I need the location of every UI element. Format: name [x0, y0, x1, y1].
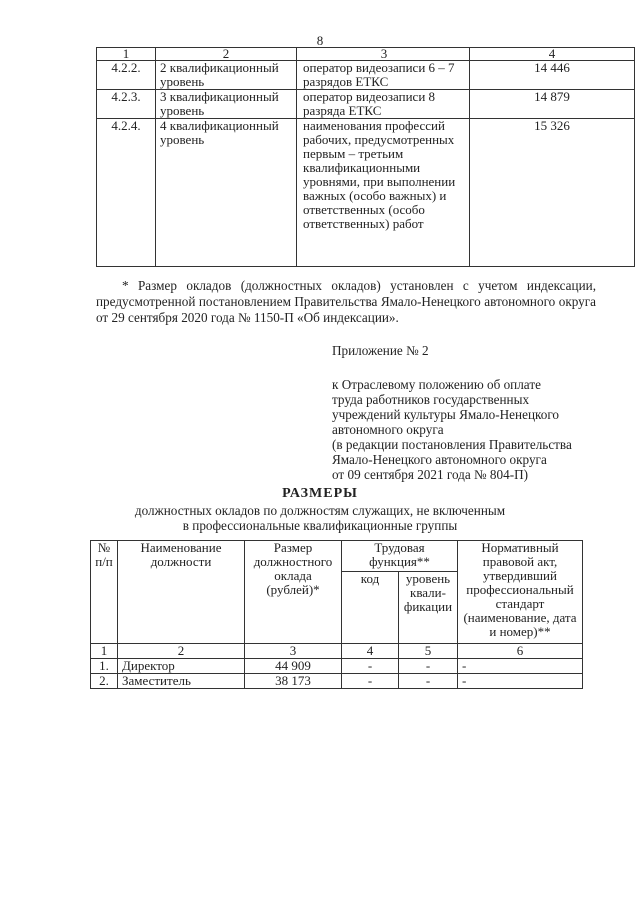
appendix-line: автономного округа — [332, 422, 444, 437]
row-number: 2. — [91, 674, 118, 689]
table-row — [91, 674, 583, 689]
header-legal-act: Нормативный правовой акт, утвердивший профессиональный стандарт (наименование, дата и номер)** — [458, 541, 583, 644]
salary-value: 14 446 — [470, 61, 635, 90]
profession-name: оператор видеозаписи 6 – 7 разрядов ЕТКС — [297, 61, 470, 90]
column-number: 3 — [297, 48, 470, 61]
appendix-line: от 09 сентября 2021 года № 804-П) — [332, 467, 529, 482]
column-number: 3 — [245, 644, 342, 659]
qualification-level: - — [399, 659, 458, 674]
appendix-line: Ямало-Ненецкого автономного округа — [332, 452, 547, 467]
column-number: 1 — [91, 644, 118, 659]
header-function: Трудовая функция** — [342, 541, 458, 572]
row-number: 4.2.4. — [97, 119, 156, 267]
salary-value: 38 173 — [245, 674, 342, 689]
header-salary: Размер должностного оклада (рублей)* — [245, 541, 342, 644]
qualification-level: 2 квалификационный уровень — [156, 61, 297, 90]
column-numbers-row — [91, 644, 583, 659]
salary-value: 44 909 — [245, 659, 342, 674]
position-name: Директор — [118, 659, 245, 674]
appendix-title: Приложение № 2 — [332, 343, 429, 358]
profession-name: наименования профессий рабочих, предусмотренных первым – третьим квалификационными уровнями, при выполнении важных (особо важных) и ответственных (особо ответственных) работ — [297, 119, 470, 267]
qualification-level: - — [399, 674, 458, 689]
header-position: Наименование должности — [118, 541, 245, 644]
subheading-line: в профессиональные квалификационные группы — [182, 518, 458, 533]
table-row — [91, 659, 583, 674]
legal-act: - — [458, 659, 583, 674]
header-code: код — [342, 572, 399, 644]
salary-value: 15 326 — [470, 119, 635, 267]
footnote-text: * Размер окладов (должностных окладов) установлен с учетом индексации, предусмотренной постановлением Правительства Ямало-Ненецкого автономного округа от 29 сентября 2020 года № 1150-П «Об индексации». — [96, 278, 596, 325]
table-row — [97, 90, 635, 119]
appendix-block — [332, 343, 572, 482]
column-number: 1 — [97, 48, 156, 61]
row-number: 4.2.3. — [97, 90, 156, 119]
row-number: 4.2.2. — [97, 61, 156, 90]
page-number: 8 — [316, 33, 324, 48]
qualification-level: 3 квалификационный уровень — [156, 90, 297, 119]
function-code: - — [342, 674, 399, 689]
salary-value: 14 879 — [470, 90, 635, 119]
header-level: уровень квали-фикации — [399, 572, 458, 644]
subheading-line: должностных окладов по должностям служащих, не включенным — [134, 503, 506, 518]
function-code: - — [342, 659, 399, 674]
column-number: 4 — [470, 48, 635, 61]
table-row — [97, 119, 635, 267]
appendix-line: учреждений культуры Ямало-Ненецкого — [332, 407, 560, 422]
document-subheading — [0, 503, 640, 533]
header-number: № п/п — [91, 541, 118, 644]
column-number: 2 — [156, 48, 297, 61]
column-number: 2 — [118, 644, 245, 659]
table-header-row — [91, 541, 583, 572]
column-number: 4 — [342, 644, 399, 659]
qualification-level: 4 квалификационный уровень — [156, 119, 297, 267]
position-name: Заместитель — [118, 674, 245, 689]
legal-act: - — [458, 674, 583, 689]
profession-name: оператор видеозаписи 8 разряда ЕТКС — [297, 90, 470, 119]
profession-salary-table — [96, 47, 635, 267]
row-number: 1. — [91, 659, 118, 674]
appendix-line: (в редакции постановления Правительства — [332, 437, 572, 452]
column-number: 6 — [458, 644, 583, 659]
table-row — [97, 61, 635, 90]
column-number: 5 — [399, 644, 458, 659]
appendix-line: к Отраслевому положению об оплате — [332, 377, 541, 392]
table-header-row — [97, 48, 635, 61]
footnote — [96, 278, 596, 326]
appendix-line: труда работников государственных — [332, 392, 530, 407]
positions-salary-table — [90, 540, 583, 689]
document-heading: РАЗМЕРЫ — [282, 486, 358, 501]
